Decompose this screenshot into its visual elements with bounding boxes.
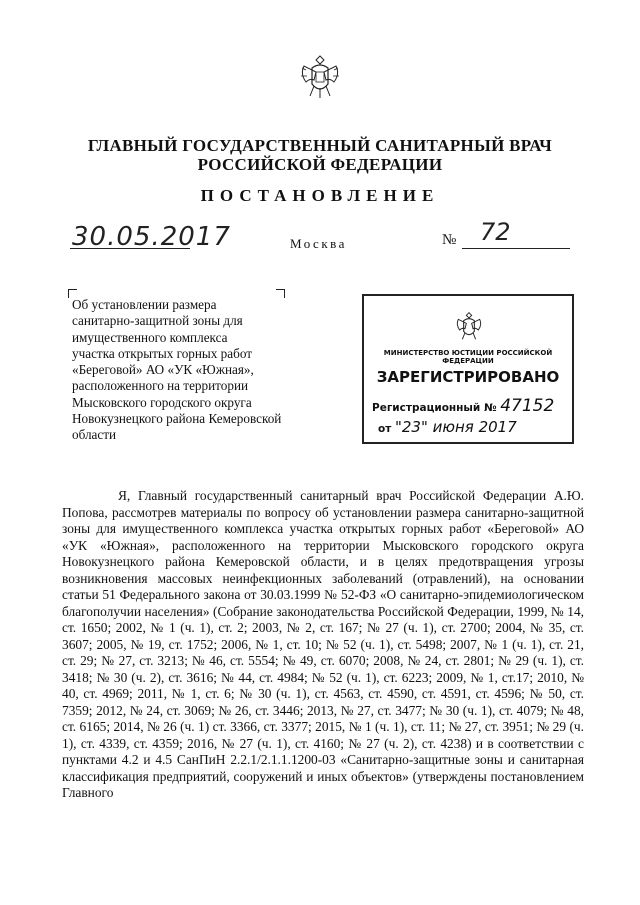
subject-line: области — [72, 427, 117, 443]
document-body — [62, 488, 584, 802]
stamp-coat-of-arms-icon — [454, 310, 484, 342]
subject-line: «Береговой» АО «УК «Южная», — [72, 362, 254, 378]
number-underline — [462, 248, 570, 249]
stamp-registered: ЗАРЕГИСТРИРОВАНО — [376, 368, 560, 386]
date-underline — [70, 248, 190, 249]
subject-line: имущественного комплекса — [72, 329, 228, 345]
stamp-date-label: от — [378, 423, 392, 435]
document-type: ПОСТАНОВЛЕНИЕ — [200, 186, 440, 205]
subject-line: Новокузнецкого района Кемеровской — [72, 411, 282, 427]
document-date: 30.05.2017 — [72, 222, 231, 252]
document-number: 72 — [480, 218, 511, 246]
stamp-registration-row — [372, 396, 554, 416]
subject-line: участка открытых горных работ — [72, 345, 253, 361]
body-paragraph: Я, Главный государственный санитарный врач Российской Федерации А.Ю. Попова, рассмотрев материалы по вопросу об установлении размера санитарно-защитной зоны для имущественного комплекса участка открытых горных работ «Береговой» АО «УК «Южная», расположенного на территории Мысковского городского округа Новокузнецкого района Кемеровской области, и в целях предотвращения угрозы возникновения массовых неинфекционных заболеваний (отравлений), на основании статьи 51 Федерального закона от 30.03.1999 № 52-ФЗ «О санитарно-эпидемиологическом благополучии населения» (Собрание законодательства Российской Федерации, 1999, № 14, ст. 1650; 2002, № 1 (ч. 1), ст. 2; 2003, № 2, ст. 167; № 27 (ч. 1), ст. 2700; 2004, № 35, ст. 3607; 2005, № 19, ст. 1752; 2006, № 1, ст. 10; № 52 (ч. 1), ст. 5498; 2007, № 1 (ч. 1), ст. 21, ст. 29; № 27, ст. 3213; № 46, ст. 5554; № 49, ст. 6070; 2008, № 24, ст. 2801; № 29 (ч. 1), ст. 3418; № 30 (ч. 2), ст. 3616; № 44, ст. 4984; № 52 (ч. 1), ст. 6223; 2009, № 1, ст.17; 2010, № 40, ст. 4969; 2011, № 1, ст. 6; № 30 (ч. 1), ст. 4563, ст. 4590, ст. 4591, ст. 4596; № 50, ст. 7359; 2012, № 24, ст. 3069; № 26, ст. 3446; 2013, № 27, ст. 3477; № 30 (ч. 1), ст. 4079; № 48, ст. 6165; 2014, № 26 (ч. 1) ст. 3366, ст. 3377; 2015, № 1 (ч. 1), ст. 11; № 27, ст. 3951; № 29 (ч. 1), ст. 4339, ст. 4359; 2016, № 27 (ч. 1), ст. 4160; № 27 (ч. 2), ст. 4238) и в соответствии с пунктами 4.2 и 4.5 СанПиН 2.2.1/2.1.1.1200-03 «Санитарно-защитные зоны и санитарная классификация предприятий, сооружений и иных объектов» (утверждены постановлением Главного — [62, 488, 584, 800]
subject-line: расположенного на территории — [72, 378, 249, 394]
document-subject — [72, 297, 317, 444]
registration-stamp — [362, 294, 574, 444]
authority-line-1: ГЛАВНЫЙ ГОСУДАРСТВЕННЫЙ САНИТАРНЫЙ ВРАЧ — [87, 136, 553, 155]
stamp-reg-label: Регистрационный № — [372, 402, 497, 414]
subject-line: Об установлении размера — [72, 297, 217, 312]
coat-of-arms-icon — [298, 52, 342, 100]
stamp-reg-date: "23" июня 2017 — [394, 418, 517, 436]
authority-line-2: РОССИЙСКОЙ ФЕДЕРАЦИИ — [197, 155, 443, 174]
subject-line: санитарно-защитной зоны для — [72, 313, 243, 329]
document-city: Москва — [290, 236, 347, 251]
stamp-date-row — [378, 418, 517, 436]
number-label: № — [442, 232, 457, 248]
subject-line: Мысковского городского округа — [72, 394, 252, 410]
stamp-reg-number: 47152 — [500, 396, 555, 416]
stamp-ministry: МИНИСТЕРСТВО ЮСТИЦИИ РОССИЙСКОЙ ФЕДЕРАЦИИ — [383, 349, 553, 365]
